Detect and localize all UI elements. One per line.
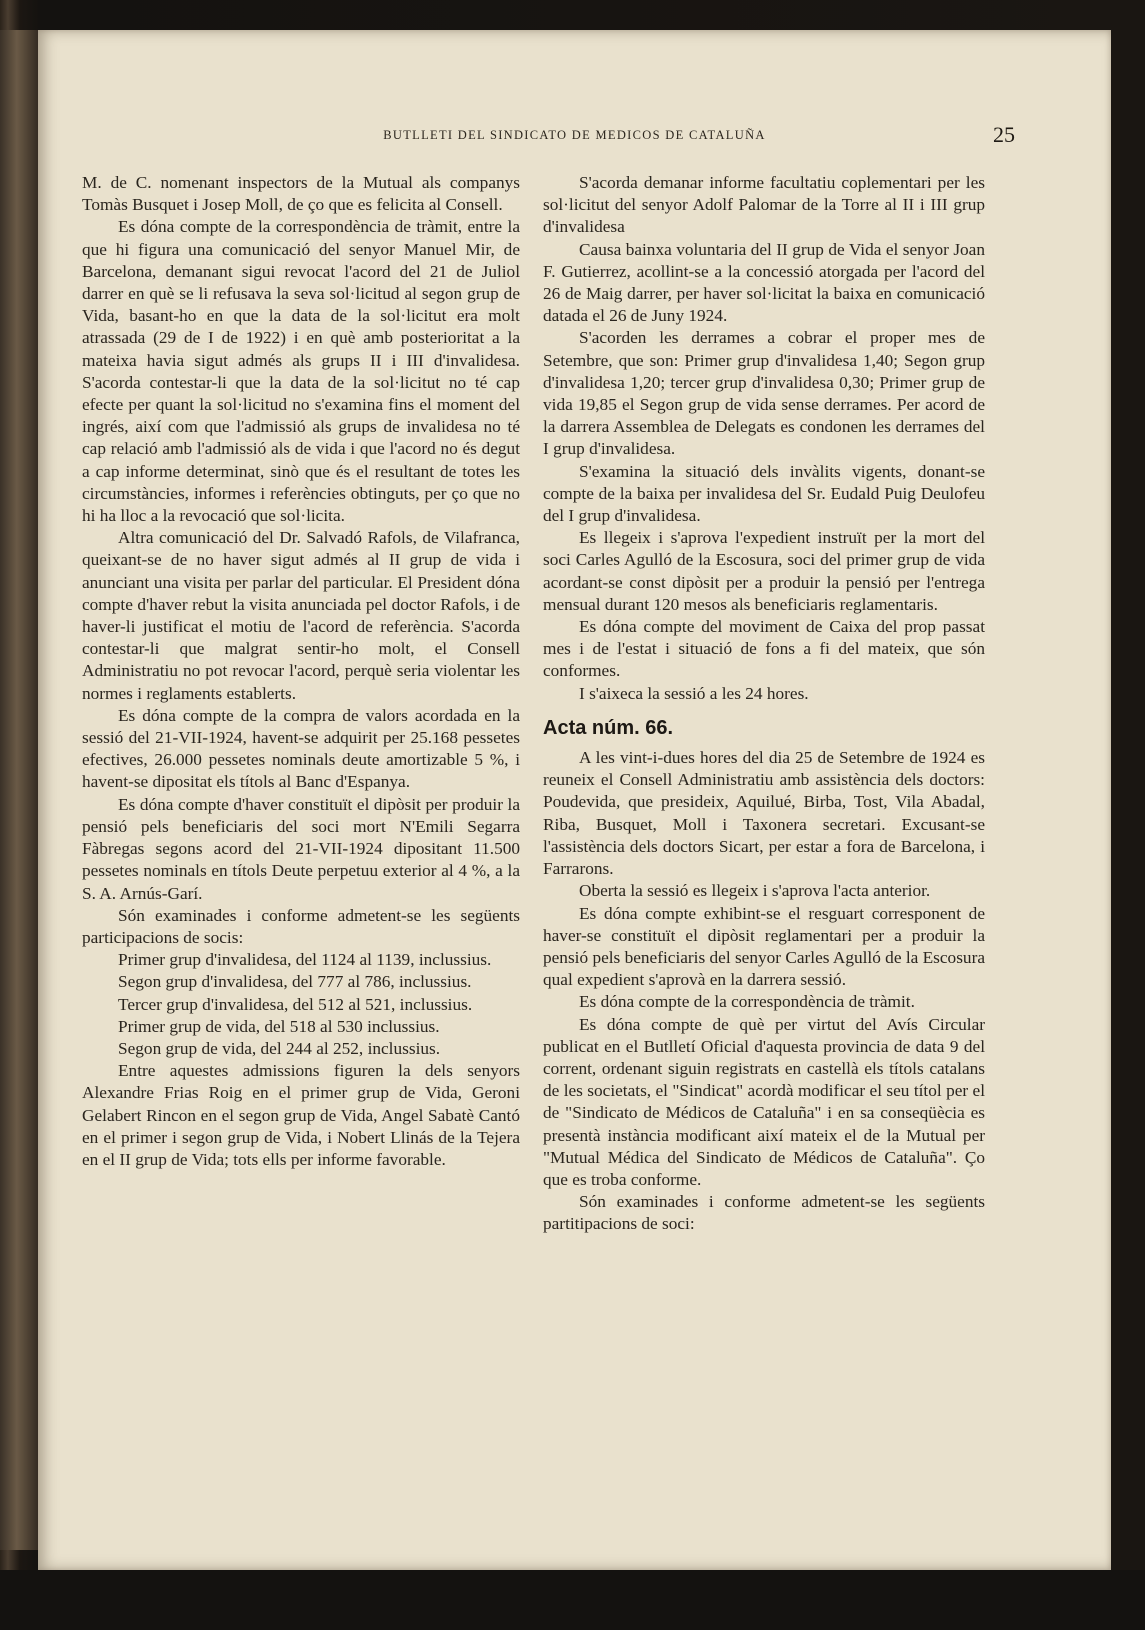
paragraph: Es dóna compte exhibint-se el resguart corresponent de haver-se constituït el dipòsit reglamentari per a produir la pensió pels beneficiaris del senyor Carles Agulló de la Escosura qual expedient s'aprovà en la darrera sessió.: [543, 903, 985, 990]
paragraph: Tercer grup d'invalidesa, del 512 al 521, inclussius.: [118, 994, 473, 1014]
paragraph: Entre aquestes admissions figuren la dels senyors Alexandre Frias Roig en el primer grup de Vida, Geroni Gelabert Rincon en el segon grup de Vida, Angel Sabatè Cantó en el primer i segon grup de Vida, i Nobert Llinás de la Tejera en el II grup de Vida; tots ells per informe favorable.: [82, 1061, 520, 1169]
left-column: [82, 172, 520, 1171]
page-number: 25: [993, 122, 1015, 147]
running-title: BUTLLETI DEL SINDICATO DE MEDICOS DE CATALUÑA: [383, 128, 766, 142]
paragraph: Causa bainxa voluntaria del II grup de Vida el senyor Joan F. Gutierrez, acollint-se a la concessió atorgada per l'acord del 26 de Maig darrer, per haver sol·licitat la baixa en comunicació datada el 26 de Juny 1924.: [543, 239, 985, 326]
right-column: [543, 172, 985, 1236]
paragraph: Primer grup de vida, del 518 al 530 inclussius.: [118, 1016, 440, 1036]
paragraph: Oberta la sessió es llegeix i s'aprova l'acta anterior.: [579, 881, 931, 901]
paragraph: Són examinades i conforme admetent-se les següents partitipacions de soci:: [543, 1192, 985, 1234]
paragraph: Es dóna compte del moviment de Caixa del prop passat mes i de l'estat i situació de fons a fi del mateix, que són conformes.: [543, 617, 985, 681]
scan-bottom-edge: [0, 1570, 1145, 1630]
paragraph: A les vint-i-dues hores del dia 25 de Setembre de 1924 es reuneix el Consell Administratiu amb assistència dels doctors: Poudevida, que presideix, Aquilué, Birba, Tost, Vila Abadal, Riba, Busquet, Moll i Taxonera secretari. Excusant-se l'assistència dels doctors Sicart, per estar a fora de Barcelona, i Farrarons.: [543, 748, 985, 879]
paragraph: S'acorden les derrames a cobrar el proper mes de Setembre, que son: Primer grup d'invalidesa 1,40; Segon grup d'invalidesa 1,20; tercer grup d'invalidesa 0,30; Primer grup de vida 19,85 el Segon grup de vida sense derrames. Per acord de la darrera Assemblea de Delegats es condonen les derrames del I grup d'invalidesa.: [543, 328, 985, 459]
paragraph: Es dóna compte de la compra de valors acordada en la sessió del 21-VII-1924, havent-se adquirit per 25.168 pessetes efectives, 26.000 pessetes nominals deute amortizable 5 %, i havent-se dipositat els títols al Banc d'Espanya.: [82, 705, 520, 792]
paragraph: Es dóna compte de què per virtut del Avís Circular publicat en el Butlletí Oficial d'aquesta provincia de data 9 del corrent, ordenant siguin registrats en castellà els títols catalans de les societats, el "Sindicat" acordà modificar el seu títol per el de "Sindicato de Médicos de Cataluña" i en sa conseqüècia es presentà instància modificant així mateix el de la Mutual per "Mutual Médica del Sindicato de Médicos de Cataluña". Ço que es troba conforme.: [543, 1014, 985, 1189]
paragraph: Es llegeix i s'aprova l'expedient instruït per la mort del soci Carles Agulló de la Escosura, soci del primer grup de vida acordant-se const dipòsit per a produir la pensió per l'entrega mensual durant 120 mesos als beneficiaris reglamentaris.: [543, 528, 985, 614]
page-header: [38, 122, 1111, 162]
paragraph: Primer grup d'invalidesa, del 1124 al 1139, inclussius.: [118, 950, 492, 970]
paragraph: Segon grup d'invalidesa, del 777 al 786, inclussius.: [118, 972, 472, 992]
paragraph: Es dóna compte de la correspondència de tràmit, entre la que hi figura una comunicació del senyor Manuel Mir, de Barcelona, demanant sigui revocat l'acord del 21 de Juliol darrer en què se li refusava la seva sol·licitud al segon grup de Vida, basant-ho en que la data de la sol·licitut era molt atrassada (29 de I de 1922) i en què amb posterioritat a la mateixa havia sigut admés als grups II i III d'invalidesa. S'acorda contestar-li que la data de la sol·licitut no té cap efecte per quant la sol·licitud no s'examina fins el moment del ingrés, així com que l'admissió als grups de invalidesa no té cap relació amb l'admissió als de vida i que l'acord no és degut a cap informe determinat, sinò que és el resultant de totes les circumstàncies, informes i referències obtinguts, per ço que no hi ha lloc a la revocació que sol·licita.: [82, 217, 520, 526]
section-heading: Acta núm. 66.: [543, 716, 674, 739]
paragraph: Segon grup de vida, del 244 al 252, inclussius.: [118, 1038, 441, 1058]
paragraph: Es dóna compte de la correspondència de tràmit.: [579, 992, 915, 1012]
paragraph: Es dóna compte d'haver constituït el dipòsit per produir la pensió pels beneficiaris del soci mort N'Emili Segarra Fàbregas segons acord del 21-VII-1924 dipositant 11.500 pessetes nominals en títols Deute perpetuu exterior al 4 %, a la S. A. Arnús-Garí.: [82, 794, 520, 903]
paragraph: I s'aixeca la sessió a les 24 hores.: [579, 683, 809, 703]
paragraph: S'examina la situació dels invàlits vigents, donant-se compte de la baixa per invalidesa del Sr. Eudald Puig Deulofeu del I grup d'invalidesa.: [543, 461, 985, 526]
paragraph: S'acorda demanar informe facultatiu coplementari per les sol·licitut del senyor Adolf Palomar de la Torre al II i III grup d'invalidesa: [543, 173, 985, 237]
previous-page-edge: [0, 30, 42, 1550]
paragraph: Són examinades i conforme admetent-se les següents participacions de socis:: [82, 905, 520, 947]
document-page: [38, 30, 1111, 1570]
paragraph: Altra comunicació del Dr. Salvadó Rafols, de Vilafranca, queixant-se de no haver sigut admés al II grup de vida i anunciant una visita per parlar del particular. El President dóna compte d'haver rebut la visita anunciada pel doctor Rafols, i de haver-li justificat el motiu de l'acord de referència. S'acorda contestar-li que malgrat sentir-ho molt, el Consell Administratiu no pot revocar l'acord, perquè seria violentar les normes i reglaments establerts.: [82, 528, 520, 703]
paragraph: M. de C. nomenant inspectors de la Mutual als companys Tomàs Busquet i Josep Moll, de ço que es felicita al Consell.: [82, 173, 520, 215]
